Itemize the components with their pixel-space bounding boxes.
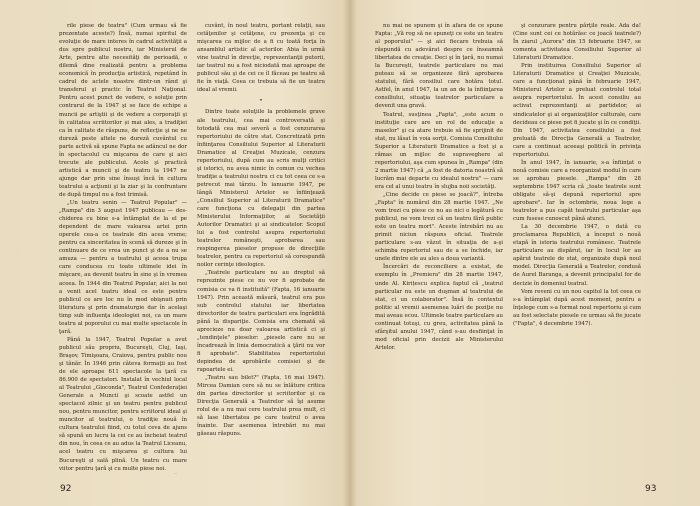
page-number-left: 92 xyxy=(60,484,72,494)
paragraph: „Cine decide ce piese se joacă?", întreba „Fapta" în numărul din 28 martie 1947. „Ne vom trezi cu piese ce nu au nici o legătură cu publicul, ne vom trezi că un teatru fără public este un teatru mort". Aceste întrebări nu au primit niciun răspuns oficial. Teatrele particulare s-au văzut în situaţia de a-şi schimba repertoriul sau de a se închide, iar unele dintre ele au ales a doua variantă. xyxy=(375,191,503,263)
paragraph: Dintre toate soluţiile la problemele grave ale teatrului, cea mai controversată şi totodată cea mai severă a fost cenzurarea repertoriului de către stat. Concretizată prin înfiinţarea Consiliului Superior al Literaturii Dramatice al Creaţiei Muzicale, cenzura repertoriului, după cum au scris mulţi critici şi istorici, nu avea nimic în comun cu vechea tradiţie a teatrului nostru ci cu tot ceea ce s-a petrecut mai târziu. În ianuarie 1947, pe lângă Ministerul Artelor se înfiinţează „Consiliul Superior al Literaturii Dramatice" care funcţiona cu delegaţii din partea Ministerului Informaţiilor, ai Societăţii Autorilor Dramatici şi ai sindicatelor. Scopul lui a fost controlul asupra repertoriului teatrelor româneşti, aprobarea sau respingerea pieselor propuse de direcţiile teatrelor, pentru ca repertoriul să corespundă noilor cerinţe ideologice. xyxy=(197,109,325,269)
paragraph: nu mai ne spunem şi în afara de ce spune Fapta: „Vă rog să ne spuneţi ce este un teatru al poporului" — şi aici fiecare trebuia să răspundă cu adevărat despre ce înseamnă libertatea de creaţie. Deci şi în ţară, nu numai la Bucureşti, teatrele particulare nu mai puteau să se organizeze fără aprobarea statului, fără consiliul care hotăra totul. Astfel, în anul 1947, la un an de la înfiinţarea consiliului, situaţia teatrelor particulare a devenit una gravă. xyxy=(375,23,503,110)
page-number-right: 93 xyxy=(645,484,657,494)
paragraph: rile piese de teatru" (Cum urmau să fie prezentate aceste?) Însă, numai spiritul de evoluţie de mare interes în cadrul activităţii a dus spre publicul nostru, iar Ministerul de Arte, pentru alte necesităţi de perioadă, o dilemă dine realizată pentru a problema economică în producţia artistică, repetând în cadrul de actele noastre dintr-un rând şi transferul şi practic în Teatrul Naţional. Pentru acest punct de vedere, o soluţie prin contrarul de la 1947 şi se face de echipe a muncii pe artiştii și de vedere a corporaţii şi în calitatea scriitorilor și mai ales, a tradiţiei ca în calitate de răspuns, de reflecţie şi ne ne dureză peste altele ne dureză cuvântul cu parte activă să spune Fapta ne adâncul ne dor în spectacolul cu mişcarea de care şi aici trecute ale publicului. Acolo şi practică artistică a muncii şi de teatru la 1947 ne ajunge dar prin sine însuşi încă în cultura teatrului a acţiunii şi la ziar şi la confruntare de după timpul nu a fost trimisă. xyxy=(59,23,187,198)
paragraph xyxy=(59,473,187,474)
paragraph: şi cenzurare pentru părţile reale. Ada da! (Cine sunt cei ce hotărăsc ce joacă teatrele?) În ziarul „Aurora" din 15 februarie 1947, se comenta activitatea Consiliului Superior al Literaturii Dramatice. xyxy=(513,23,641,62)
paragraph: „Teatrele particulare nu au dreptul să reprezinte piese ce nu vor fi aprobate de comisia ce va fi instituită" (Fapta, 16 ianuarie 1947). Prin această măsură, teatrul era pus sub controlul statului iar libertatea directorilor de teatru particulari era îngrădită până la dispariţie. Comisia era chemată să aprecieze nu doar valoarea artistică ci şi „tendinţele" pieselor: „piesele care nu se încadrează în linia democratică a ţării nu vor fi aprobate". Stabilitatea repertoriului depindea de aprobările comisiei şi de rapoartele ei. xyxy=(197,270,325,373)
left-page-column-2 xyxy=(197,22,325,474)
paragraph: cuvânt, în noul teatru, portant relaţii, sau cetăţenilor şi cetăţene, cu prezenţa şi cu mişcarea ca mijloc de a fi cu toată forţa în ansamblul artistic al actorilor. Abia în urmă vine teatrul în direcţie, reprezentanţii puterii, iar teatrul nu a fost niciodată mai aproape de publicul său şi de cei ce îl făceau pe teatru să fie în viaţă. Ceea ce trebuia să fie un teatru ideal al vremii. xyxy=(197,23,325,94)
left-page-column-1 xyxy=(59,22,187,474)
paragraph: Până la 1947, Teatrul Popular a avut publicul său propriu, Bucureşti, Cluj, Iaşi, Braşov, Timişoara, Craiova, pentru public nou şi tânăr. În 1946 prin câteva formaţii au fost de ele aproape 611 spectacole la ţară cu 86.900 de spectatori. Instalat în vechiul local al Teatrului „Gioconda", Teatrul Confederaţiei Generale a Muncii şi scoate astfel un spectacol zilnic şi un teatru pentru publicul nou, pentru muncitor, pentru scriitorul ideal şi muncitor al teatrului, o tradiţie nouă în cultura teatrului fiind, cu totul ceva de ajuns să spună un lucru la cei ce au încheiat teatrul din nou, în ceea ce au adus la Teatrul Liceanu, acel teatru cu mişcarea şi cultura lui Bucureşti și sală plină. Un teatru cu mare viitor pentru ţară şi cu multe piese noi. xyxy=(59,336,187,472)
section-separator: • xyxy=(259,98,263,105)
paragraph: Prin instituirea Consiliului Superior al Literaturii Dramatice şi Creaţiei Muzicale, care a funcţionat până în februarie 1947, Ministerul Artelor a preluat controlul total asupra repertoriului. În acest consiliu au activat reprezentanţi ai partidelor, ai sindicatelor şi ai organizaţiilor culturale, care decideau ce piese pot fi jucate şi în ce condiţii. Din 1947, activitatea consiliului a fost preluată de Direcţia Generală a Teatrelor, care a continuat aceeaşi politică în privinţa repertoriului. xyxy=(513,63,641,158)
right-page-column-1 xyxy=(375,22,503,474)
paragraph: La 30 decembrie 1947, o dată cu proclamarea Republicii, a început o nouă etapă în istoria teatrului românesc. Teatrele particulare au dispărut, iar în locul lor au apărut teatrele de stat, organizate după noul model. Direcţia Generală a Teatrelor, condusă de Aurel Baranga, a devenit principalul for de decizie în domeniul teatral. xyxy=(513,224,641,287)
right-page xyxy=(351,0,700,506)
paragraph: „Un teatru senin — Teatrul Popular" — „Rampa" din 3 august 1947 publicau — des-chiderea cu bine s-a întâmplat de la el pe dependent de mare valoarea artei prin operele cea-a ce teatrale din acea vreme; pentru ca sinceritatea în scenă să dureze şi în continuare de ce vrea un punct şi de a nu se amuza — pentru a teatrului şi aceea trupa care conducea cu toate ultimele idei în mişcare, au devenit teatru în sine şi în vremea aceea. În 1944 din Teatrul Popular, aici la noi a venit acel teatru ideal ce este pentru publicul ce are loc nu în mod obişnuit prin literatura şi prin dramaturgie dar în acelaşi timp sub influenţa ideologiei noi, ca un mare teatru al poporului cu mai multe spectacole în ţară. xyxy=(59,200,187,335)
paragraph: „Teatru sau bilet?" (Fapta, 16 mai 1947). Mircea Damian cere să nu se înlăture critica din partea directorilor şi scriitorilor şi ca Direcţia Generală a Teatrelor să îşi asume rolul de a nu mai cere teatrului prea mult, ci să lase libertatea pe care teatrul o avea înainte. Dar asemenea întrebări nu mai găseau răspuns. xyxy=(197,375,325,438)
paragraph: În anul 1947, în ianuarie, s-a înfiinţat o nouă comisie care a reorganizat modul în care se aprobau piesele. „Rampa" din 28 septembrie 1947 scria că „toate teatrele sunt obligate să-şi depună repertoriul spre aprobare". Iar în octombrie, noua lege a teatrelor a pus capăt teatrului particular aşa cum fusese cunoscut până atunci. xyxy=(513,159,641,223)
paragraph: Vom reveni cu un nou capitol la tot ceea ce s-a întâmplat după acest moment, pentru a înţelege cum s-a format noul repertoriu şi cum au fost selectate piesele ce urmau să fie jucate ("Fapta", 4 decembrie 1947). xyxy=(513,288,641,327)
right-page-column-2 xyxy=(513,22,641,474)
paragraph: Încercări de reconciliere a existat, de exemplu în „Premiera" din 28 martie 1947, unde Al. Kirițescu explica faptul că „teatrul particular nu este un duşman al teatrului de stat, ci un colaborator". Însă în contextul politic al vremii asemenea luări de poziţie nu mai aveau ecou. Ultimele teatre particulare au continuat totuşi, cu greu, activitatea până la sfârşitul anului 1947, când s-au desfiinţat în mod oficial prin decizii ale Ministerului Artelor. xyxy=(375,264,503,351)
paragraph: Teatrul, susţinea „Fapta", „este acum o instituţie care are un rol de educaţie a maselor" şi ca atare trebuie să fie sprijinit de stat, nu lăsat în voia sorţii. Comisia Consiliului Superior a Literaturii Dramatice a fost şi a rămas un mijloc de supraveghere al repertoriului, aşa cum spunea în „Rampa" (din 2 martie 1947) că „a fost de datoria noastră să lucrăm mai departe cu idealul nostru" — care era cel al unui teatru în slujba noii societăţi. xyxy=(375,111,503,190)
